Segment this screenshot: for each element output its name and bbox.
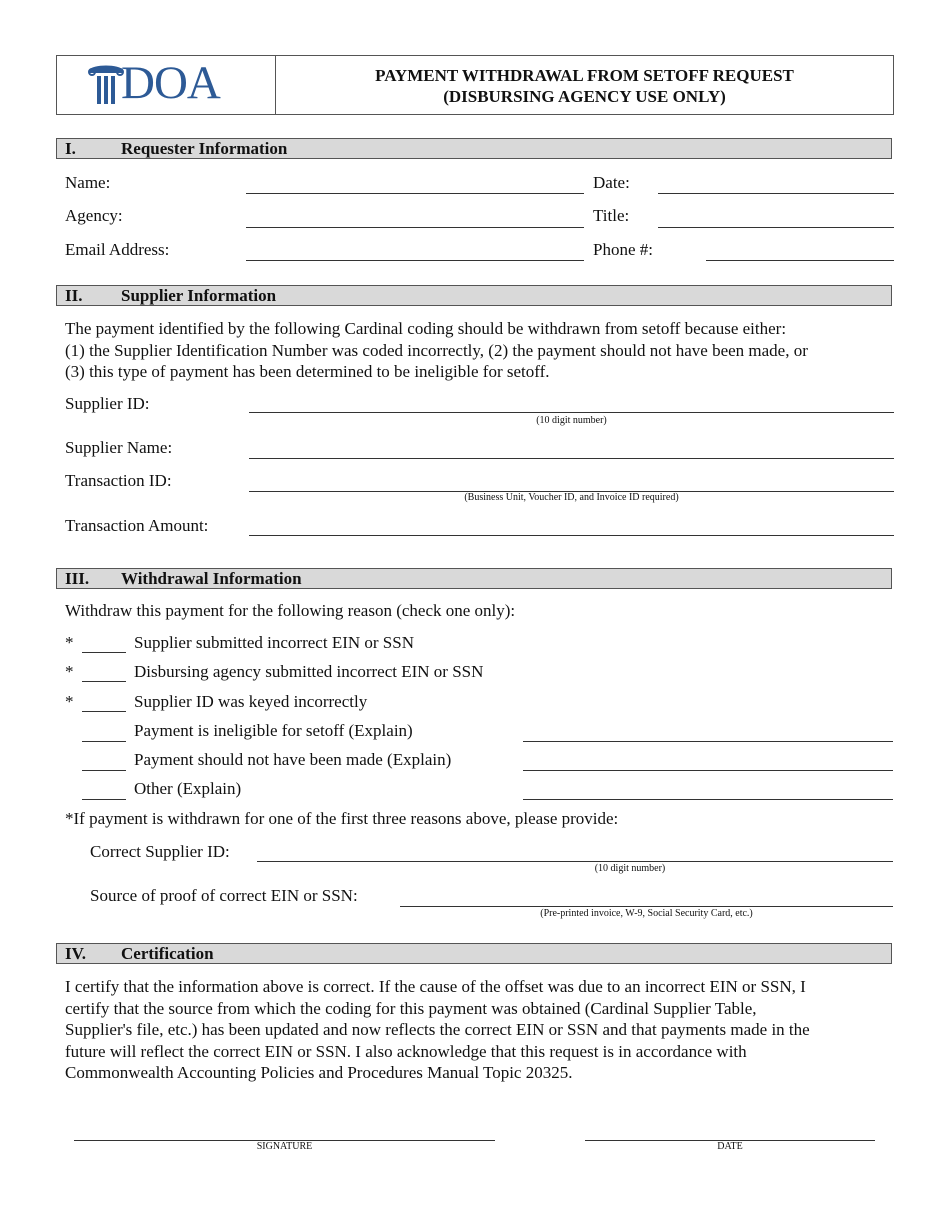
certification-line2: certify that the source from which the coding for this payment was obtained (Cardinal Supplier Table,: [65, 998, 757, 1018]
supplier-intro-line1: The payment identified by the following Cardinal coding should be withdrawn from setoff because either:: [65, 319, 787, 338]
agency-label: Agency:: [65, 206, 123, 225]
required-asterisk: *: [65, 662, 74, 681]
certification-text: [65, 976, 895, 1084]
section-4-number: IV.: [65, 944, 86, 963]
correct-supplier-id-hint: (10 digit number): [594, 863, 666, 874]
email-label: Email Address:: [65, 240, 170, 259]
reason-1-checkbox[interactable]: [82, 652, 126, 653]
phone-label: Phone #:: [593, 240, 653, 259]
reason-1-label: Supplier submitted incorrect EIN or SSN: [134, 633, 414, 652]
date-label: Date:: [593, 173, 630, 192]
form-title: [276, 65, 893, 107]
section-2-title: Supplier Information: [121, 286, 277, 305]
reason-footnote: *If payment is withdrawn for one of the first three reasons above, please provide:: [65, 809, 619, 828]
section-3-header: [56, 568, 892, 589]
section-1-number: I.: [65, 139, 76, 158]
supplier-name-field[interactable]: [249, 458, 894, 459]
correct-supplier-id-field[interactable]: [257, 861, 893, 862]
reason-5-label: Payment should not have been made (Explain): [134, 750, 452, 769]
supplier-name-label: Supplier Name:: [65, 438, 173, 457]
certification-line3: Supplier's file, etc.) has been updated and now reflects the correct EIN or SSN and that payments made in the: [65, 1020, 810, 1039]
section-4-title: Certification: [121, 944, 214, 963]
signature-date-label: DATE: [717, 1141, 743, 1152]
section-1-title: Requester Information: [121, 139, 288, 158]
section-2-header: [56, 285, 892, 306]
reason-3-label: Supplier ID was keyed incorrectly: [134, 692, 368, 711]
proof-source-hint: (Pre-printed invoice, W-9, Social Security Card, etc.): [540, 908, 753, 919]
reason-6-checkbox[interactable]: [82, 799, 126, 800]
name-field[interactable]: [246, 193, 584, 194]
supplier-intro-line3: (3) this type of payment has been determined to be ineligible for setoff.: [65, 362, 550, 381]
supplier-id-hint: (10 digit number): [536, 415, 607, 426]
reason-3-checkbox[interactable]: [82, 711, 126, 712]
proof-source-field[interactable]: [400, 906, 893, 907]
transaction-id-label: Transaction ID:: [65, 471, 172, 490]
title-label: Title:: [593, 206, 630, 225]
supplier-intro-line2: (1) the Supplier Identification Number was coded incorrectly, (2) the payment should not have been made, or: [65, 340, 808, 360]
supplier-id-label: Supplier ID:: [65, 394, 150, 413]
form-title-line2: (DISBURSING AGENCY USE ONLY): [443, 87, 726, 106]
name-label: Name:: [65, 173, 111, 192]
date-field[interactable]: [658, 193, 894, 194]
column-icon: [87, 64, 125, 106]
form-title-line1: PAYMENT WITHDRAWAL FROM SETOFF REQUEST: [375, 66, 794, 85]
reason-5-checkbox[interactable]: [82, 770, 126, 771]
required-asterisk: *: [65, 633, 74, 652]
logo-text: DOA: [121, 57, 220, 109]
required-asterisk: *: [65, 692, 74, 711]
reason-4-explain-field[interactable]: [523, 741, 893, 742]
email-field[interactable]: [246, 260, 584, 261]
section-3-number: III.: [65, 569, 90, 588]
certification-line1: I certify that the information above is correct. If the cause of the offset was due to an incorrect EIN or SSN, I: [65, 977, 806, 996]
transaction-amount-label: Transaction Amount:: [65, 516, 209, 535]
agency-field[interactable]: [246, 227, 584, 228]
certification-line4: future will reflect the correct EIN or SSN. I also acknowledge that this request is in accordance with: [65, 1041, 747, 1061]
transaction-amount-field[interactable]: [249, 535, 894, 536]
transaction-id-hint: (Business Unit, Voucher ID, and Invoice ID required): [464, 492, 679, 503]
withdraw-instruction: Withdraw this payment for the following reason (check one only):: [65, 601, 516, 620]
reason-2-checkbox[interactable]: [82, 681, 126, 682]
section-1-header: [56, 138, 892, 159]
reason-4-label: Payment is ineligible for setoff (Explain): [134, 721, 413, 740]
section-4-header: [56, 943, 892, 964]
reason-5-explain-field[interactable]: [523, 770, 893, 771]
reason-2-label: Disbursing agency submitted incorrect EIN or SSN: [134, 662, 484, 681]
supplier-id-field[interactable]: [249, 412, 894, 413]
supplier-intro: [65, 318, 895, 383]
reason-6-label: Other (Explain): [134, 779, 242, 798]
section-2-number: II.: [65, 286, 83, 305]
section-3-title: Withdrawal Information: [121, 569, 302, 588]
signature-label: SIGNATURE: [256, 1141, 313, 1152]
phone-field[interactable]: [706, 260, 894, 261]
header-box: [56, 55, 894, 115]
proof-source-label: Source of proof of correct EIN or SSN:: [90, 886, 358, 905]
doa-logo: [87, 57, 247, 109]
title-field[interactable]: [658, 227, 894, 228]
certification-line5: Commonwealth Accounting Policies and Procedures Manual Topic 20325.: [65, 1063, 573, 1082]
correct-supplier-id-label: Correct Supplier ID:: [90, 842, 230, 861]
reason-4-checkbox[interactable]: [82, 741, 126, 742]
reason-6-explain-field[interactable]: [523, 799, 893, 800]
